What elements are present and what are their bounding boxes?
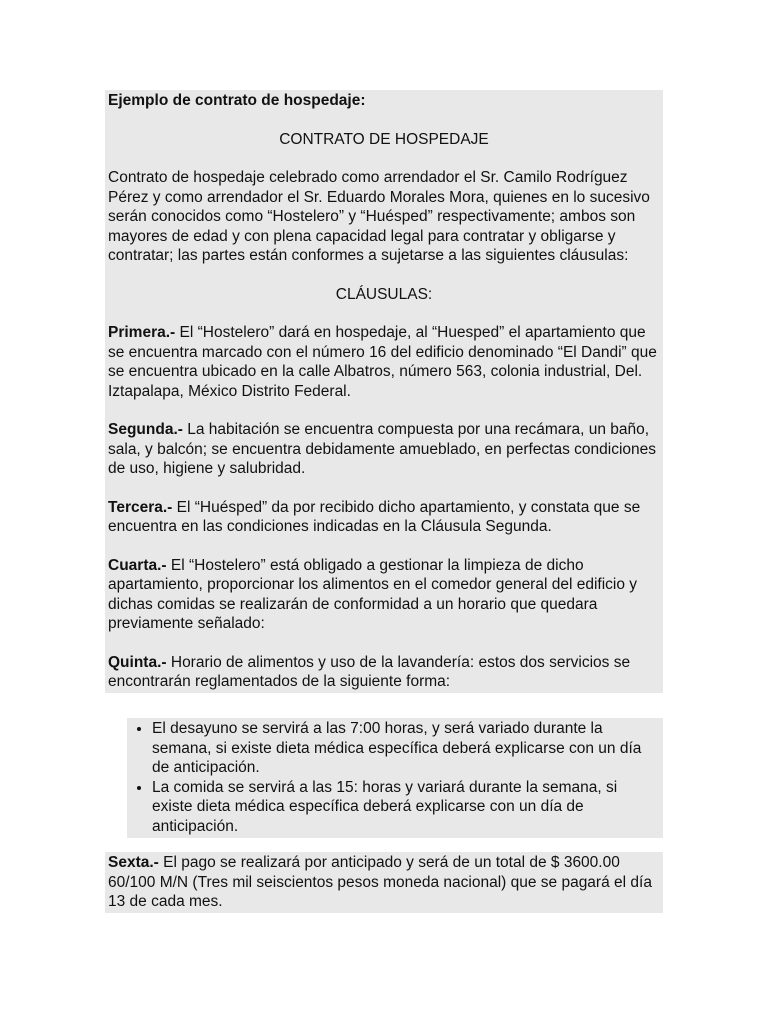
clauses-title: CLÁUSULAS: bbox=[335, 285, 433, 303]
clause-text: El “Hostelero” está obligado a gestionar la limpieza de dicho apartamiento, proporcionar los alimentos en el comedor general del edificio y dichas comidas se realizarán de conformidad a un horario que quedara previamente señalado: bbox=[108, 556, 638, 632]
clause-label: Segunda.- bbox=[108, 421, 183, 438]
clause-label: Tercera.- bbox=[108, 498, 173, 516]
clause-primera bbox=[108, 323, 660, 401]
clause-label: Sexta.- bbox=[108, 854, 159, 871]
clause-sexta bbox=[108, 853, 660, 912]
clause-label: Quinta.- bbox=[108, 653, 167, 671]
clause-quinta bbox=[108, 653, 660, 692]
clause-text: El pago se realizará por anticipado y será de un total de $ 3600.00 60/100 M/N (Tres mil seiscientos pesos moneda nacional) que se pagará el día 13 de cada mes. bbox=[108, 854, 652, 910]
clause-text: Horario de alimentos y uso de la lavandería: estos dos servicios se encontrarán reglamentados de la siguiente forma: bbox=[108, 653, 631, 690]
clause-label: Primera.- bbox=[108, 324, 176, 341]
clause-tercera bbox=[108, 498, 660, 537]
clause-label: Cuarta.- bbox=[108, 556, 167, 574]
clause-sexta-block bbox=[105, 852, 663, 913]
meal-schedule-list bbox=[127, 718, 663, 838]
clause-text: La habitación se encuentra compuesta por una recámara, un baño, sala, y balcón; se encuentra debidamente amueblado, en perfectas condiciones de uso, higiene y salubridad. bbox=[108, 421, 657, 477]
clause-cuarta bbox=[108, 556, 660, 634]
clause-text: El “Hostelero” dará en hospedaje, al “Huesped” el apartamiento que se encuentra marcado con el número 16 del edificio denominado “El Dandi” que se encuentra ubicado en la calle Albatros, número 563, colonia industrial, Del. Iztapalapa, México Distrito Federal. bbox=[108, 324, 657, 400]
list-item-breakfast: • El desayuno se servirá a las 7:00 horas, y será variado durante la semana, si existe dieta médica específica deberá explicarse con un día de anticipación. bbox=[152, 719, 660, 778]
clause-segunda bbox=[108, 420, 660, 479]
list-item-lunch: • La comida se servirá a las 15: horas y variará durante la semana, si existe dieta médica específica deberá explicarse con un día de anticipación. bbox=[152, 778, 660, 837]
contract-body bbox=[105, 90, 663, 693]
clause-text: El “Huésped” da por recibido dicho apartamiento, y constata que se encuentra en las condiciones indicadas en la Cláusula Segunda. bbox=[108, 498, 641, 535]
contract-title: CONTRATO DE HOSPEDAJE bbox=[279, 130, 489, 148]
document-heading: Ejemplo de contrato de hospedaje: bbox=[108, 92, 366, 109]
intro-paragraph: Contrato de hospedaje celebrado como arrendador el Sr. Camilo Rodríguez Pérez y como arrendador el Sr. Eduardo Morales Mora, quienes en lo sucesivo serán conocidos como “Hostelero” y “Huésped” respectivamente; ambos son mayores de edad y con plena capacidad legal para contratar y obligarse y contratar; las partes están conformes a sujetarse a las siguientes cláusulas: bbox=[108, 169, 650, 264]
